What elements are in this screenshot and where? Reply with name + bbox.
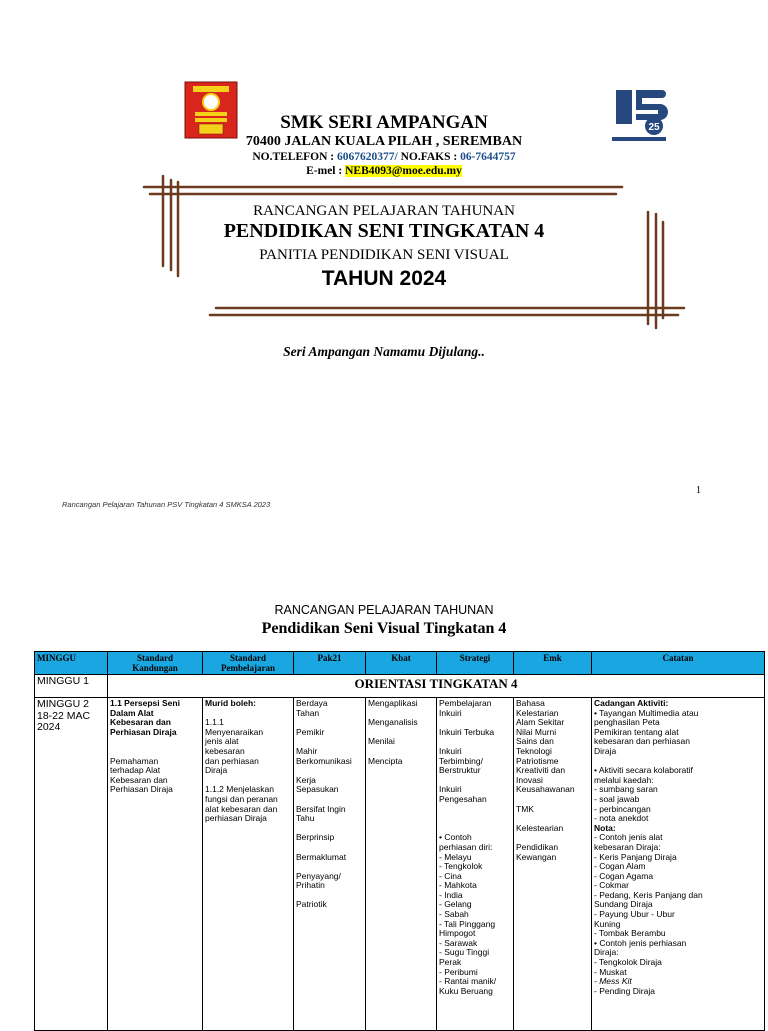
school-address: 70400 JALAN KUALA PILAH , SEREMBAN <box>245 134 523 149</box>
fax-label: NO.FAKS : <box>400 151 458 163</box>
kbat-cell: Mengaplikasi Menganalisis Menilai Mencipta <box>366 698 437 1031</box>
header-emk: Emk <box>514 652 592 675</box>
header-standard-pembelajaran: Standard Pembelajaran <box>203 652 294 675</box>
header-strategi: Strategi <box>437 652 514 675</box>
phone-label: NO.TELEFON : <box>252 151 335 163</box>
school-email <box>0 165 768 177</box>
emk-cell: Bahasa Kelestarian Alam Sekitar Nilai Murni Sains dan Teknologi Patriotisme Kreativiti dan Inovasi Keusahawanan TMK Kelestearian Pendidikan Kewangan <box>514 698 592 1031</box>
school-motto: Seri Ampangan Namamu Dijulang.. <box>283 344 485 359</box>
header-pak21: Pak21 <box>294 652 366 675</box>
plan-title: RANCANGAN PELAJARAN TAHUNAN <box>253 203 515 219</box>
section-title: RANCANGAN PELAJARAN TAHUNAN <box>274 603 494 617</box>
subject-title: PENDIDIKAN SENI TINGKATAN 4 <box>223 220 545 242</box>
standard-kandungan-cell: 1.1 Persepsi Seni Dalam Alat Kebesaran dan Perhiasan Diraja Pemahaman terhadap Alat Kebesaran dan Perhiasan Diraja <box>108 698 203 1031</box>
school-contact <box>0 151 768 163</box>
orientation-cell: ORIENTASI TINGKATAN 4 <box>108 675 765 698</box>
standard-pembelajaran-cell: Murid boleh: 1.1.1 Menyenaraikan jenis alat kebesaran dan perhiasan Diraja 1.1.2 Menjelaskan fungsi dan peranan alat kebesaran dan perhiasan Diraja <box>203 698 294 1031</box>
year-title: TAHUN 2024 <box>321 267 447 290</box>
header-kbat: Kbat <box>366 652 437 675</box>
table-row <box>35 698 765 1031</box>
page-footer: Rancangan Pelajaran Tahunan PSV Tingkatan 4 SMKSA 2023 <box>62 500 271 509</box>
table-header-row <box>35 652 765 675</box>
email-link[interactable]: NEB4093@moe.edu.my <box>345 165 462 177</box>
panel-title: PANITIA PENDIDIKAN SENI VISUAL <box>259 247 509 263</box>
header-catatan: Catatan <box>592 652 765 675</box>
week-cell: MINGGU 2 18-22 MAC 2024 <box>35 698 108 1031</box>
email-label: E-mel : <box>306 165 343 177</box>
table-row <box>35 675 765 698</box>
header-standard-kandungan: Standard Kandungan <box>108 652 203 675</box>
strategi-cell: Pembelajaran Inkuiri Inkuiri Terbuka Inkuiri Terbimbing/ Berstruktur Inkuiri Pengesahan • Contoh perhiasan diri: - Melayu - Tengkolok - Cina - Mahkota - India - Gelang - Sabah - Tali Pinggang Himpogot - Sarawak - Sugu Tinggi Perak - Peribumi - Rantai manik/ Kuku Beruang <box>437 698 514 1031</box>
section-subtitle: Pendidikan Seni Visual Tingkatan 4 <box>261 620 507 637</box>
catatan-cell: Cadangan Aktiviti: • Tayangan Multimedia atau penghasilan Peta Pemikiran tentang alat kebesaran dan perhiasan Diraja • Aktiviti secara kolaboratif melalui kaedah: - sumbang saran - soal jawab - perbincangan - nota anekdot Nota: - Contoh jenis alat kebesaran Diraja: - Keris Panjang Diraja - Cogan Alam - Cogan Agama - Cokmar - Pedang, Keris Panjang dan Sundang Diraja - Payung Ubur - Ubur Kuning - Tombak Berambu • Contoh jenis perhiasan Diraja: - Tengkolok Diraja - Muskat - Mess Kit - Pending Diraja <box>592 698 765 1031</box>
header-minggu: MINGGU <box>35 652 108 675</box>
pak21-cell: Berdaya Tahan Pemikir Mahir Berkomunikasi Kerja Sepasukan Bersifat Ingin Tahu Berprinsip Bermaklumat Penyayang/ Prihatin Patriotik <box>294 698 366 1031</box>
logo-number: 25 <box>648 122 660 133</box>
yearly-plan-table <box>34 651 765 1031</box>
week-cell: MINGGU 1 <box>35 675 108 698</box>
phone-value: 6067620377/ <box>336 151 398 163</box>
school-name: SMK SERI AMPANGAN <box>280 112 488 133</box>
page-number: 1 <box>696 485 701 496</box>
fax-value: 06-7644757 <box>460 151 516 163</box>
